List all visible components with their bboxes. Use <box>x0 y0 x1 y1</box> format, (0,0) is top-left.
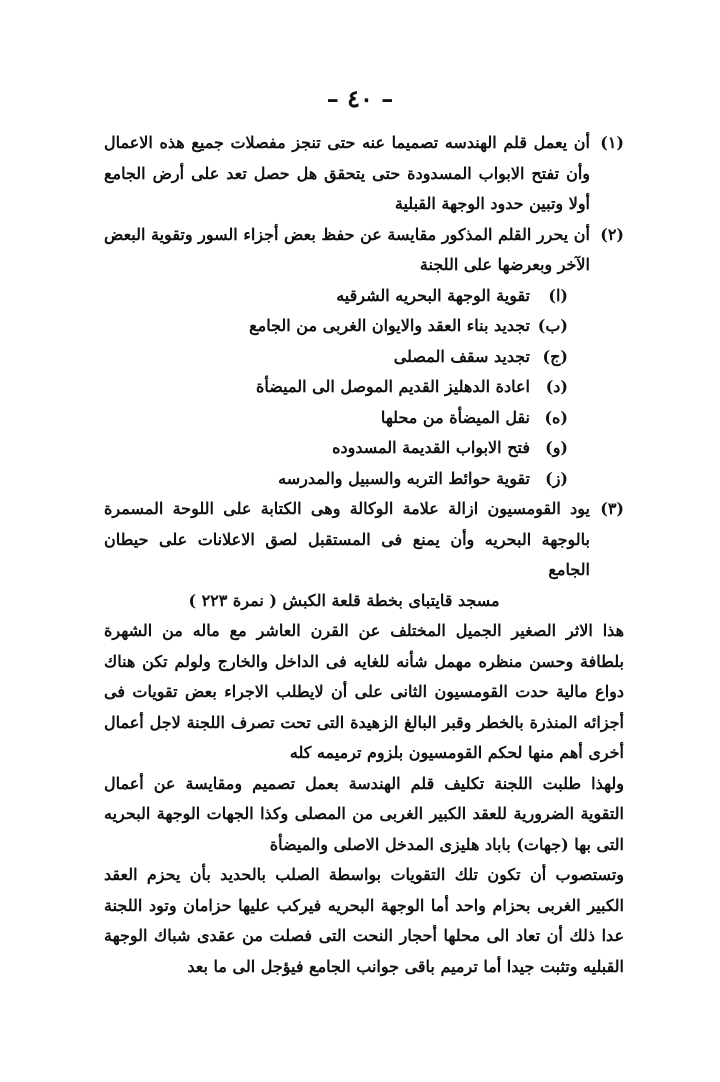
sub-item-number: (ه) <box>544 407 568 427</box>
paragraph: وتستصوب أن تكون تلك التقويات بواسطة الصلب بالحديد بأن يحزم العقد الكبير الغربى بحزام واحد أما الوجهة البحريه فيركب عليها حزامان وتود اللجنة عدا ذلك أن تعاد الى محلها أحجار النحت التى فصلت من عقدى شباك الوجهة القبليه وتثبت جيدا أما ترميم باقى جوانب الجامع فيؤجل الى ما بعد <box>104 865 624 976</box>
section-heading: مسجد قايتباى بخطة قلعة الكبش ( نمرة ٢٢٣ ) <box>188 590 500 610</box>
sub-item-zay <box>104 464 568 495</box>
sub-item-waw <box>104 433 568 464</box>
sub-item-text: تجديد بناء العقد والايوان الغربى من الجامع <box>249 316 530 335</box>
list-item-2 <box>104 220 624 281</box>
sub-item-ba <box>104 311 568 342</box>
sub-item-number: (ج) <box>542 346 568 366</box>
item-number: (١) <box>600 133 624 152</box>
page-number: – ٤٠ – <box>326 84 394 113</box>
sub-item-text: تجديد سقف المصلى <box>393 346 530 366</box>
sub-item-text: فتح الابواب القديمة المسدوده <box>332 438 530 457</box>
sub-item-text: نقل الميضأة من محلها <box>380 407 530 427</box>
item-text: يود القومسيون ازالة علامة الوكالة وهى الكتابة على اللوحة المسمرة بالوجهة البحريه وأن يمنع فى المستقبل لصق الاعلانات على حيطان الجامع <box>104 499 590 579</box>
sub-item-text: تقوية الوجهة البحريه الشرقيه <box>336 285 530 305</box>
item-text: أن يعمل قلم الهندسه تصميما عنه حتى تنجز مفصلات جميع هذه الاعمال وأن تفتح الابواب المسدودة حتى يتحقق هل حصل تعد على أرض الجامع أولا وتبين حدود الوجهة القبلية <box>104 133 591 213</box>
sub-item-jim <box>104 342 568 373</box>
paragraph: هذا الاثر الصغير الجميل المختلف عن القرن العاشر مع ماله من الشهرة بلطافة وحسن منظره مهمل شأنه للغايه فى الداخل والخارج ولولم تكن هناك دواع مالية حدت القومسيون الثانى على أن لايطلب الاجراء بعض تقويات فى أجزائه المنذرة بالخطر وقبر البالغ الزهيدة التى تحت تصرف اللجنة لاجل أعمال أخرى أهم منها لحكم القومسيون بلزوم ترميمه كله <box>104 621 624 762</box>
list-item-3 <box>104 494 624 586</box>
item-number: (٢) <box>600 224 624 244</box>
sub-item-number: (ب) <box>537 316 568 335</box>
sub-item-dal <box>104 372 568 403</box>
item-number: (٣) <box>600 499 624 518</box>
sub-item-number: (و) <box>545 438 568 457</box>
sub-item-number: (ا) <box>548 285 568 305</box>
list-item-1 <box>104 128 624 220</box>
sub-item-number: (ز) <box>545 468 568 488</box>
item-text: أن يحرر القلم المذكور مقايسة عن حفظ بعض أجزاء السور وتقوية البعض الآخر وبعرضها على اللجنة <box>103 224 590 274</box>
sub-item-text: اعادة الدهليز القديم الموصل الى الميضأة <box>256 377 530 396</box>
paragraph: ولهذا طلبت اللجنة تكليف قلم الهندسة بعمل تصميم ومقايسة عن أعمال التقوية الضرورية للعقد الكبير الغربى من المصلى وكذا الجهات الوجهة البحريه التى بها (جهات) باباد هليزى المدخل الاصلى والميضأة <box>104 773 624 854</box>
page-body <box>104 128 624 982</box>
sub-item-text: تقوية حوائط التربه والسبيل والمدرسه <box>278 468 530 488</box>
sub-item-number: (د) <box>545 377 568 396</box>
sub-item-alif <box>104 281 568 312</box>
sub-item-ha <box>104 403 568 434</box>
